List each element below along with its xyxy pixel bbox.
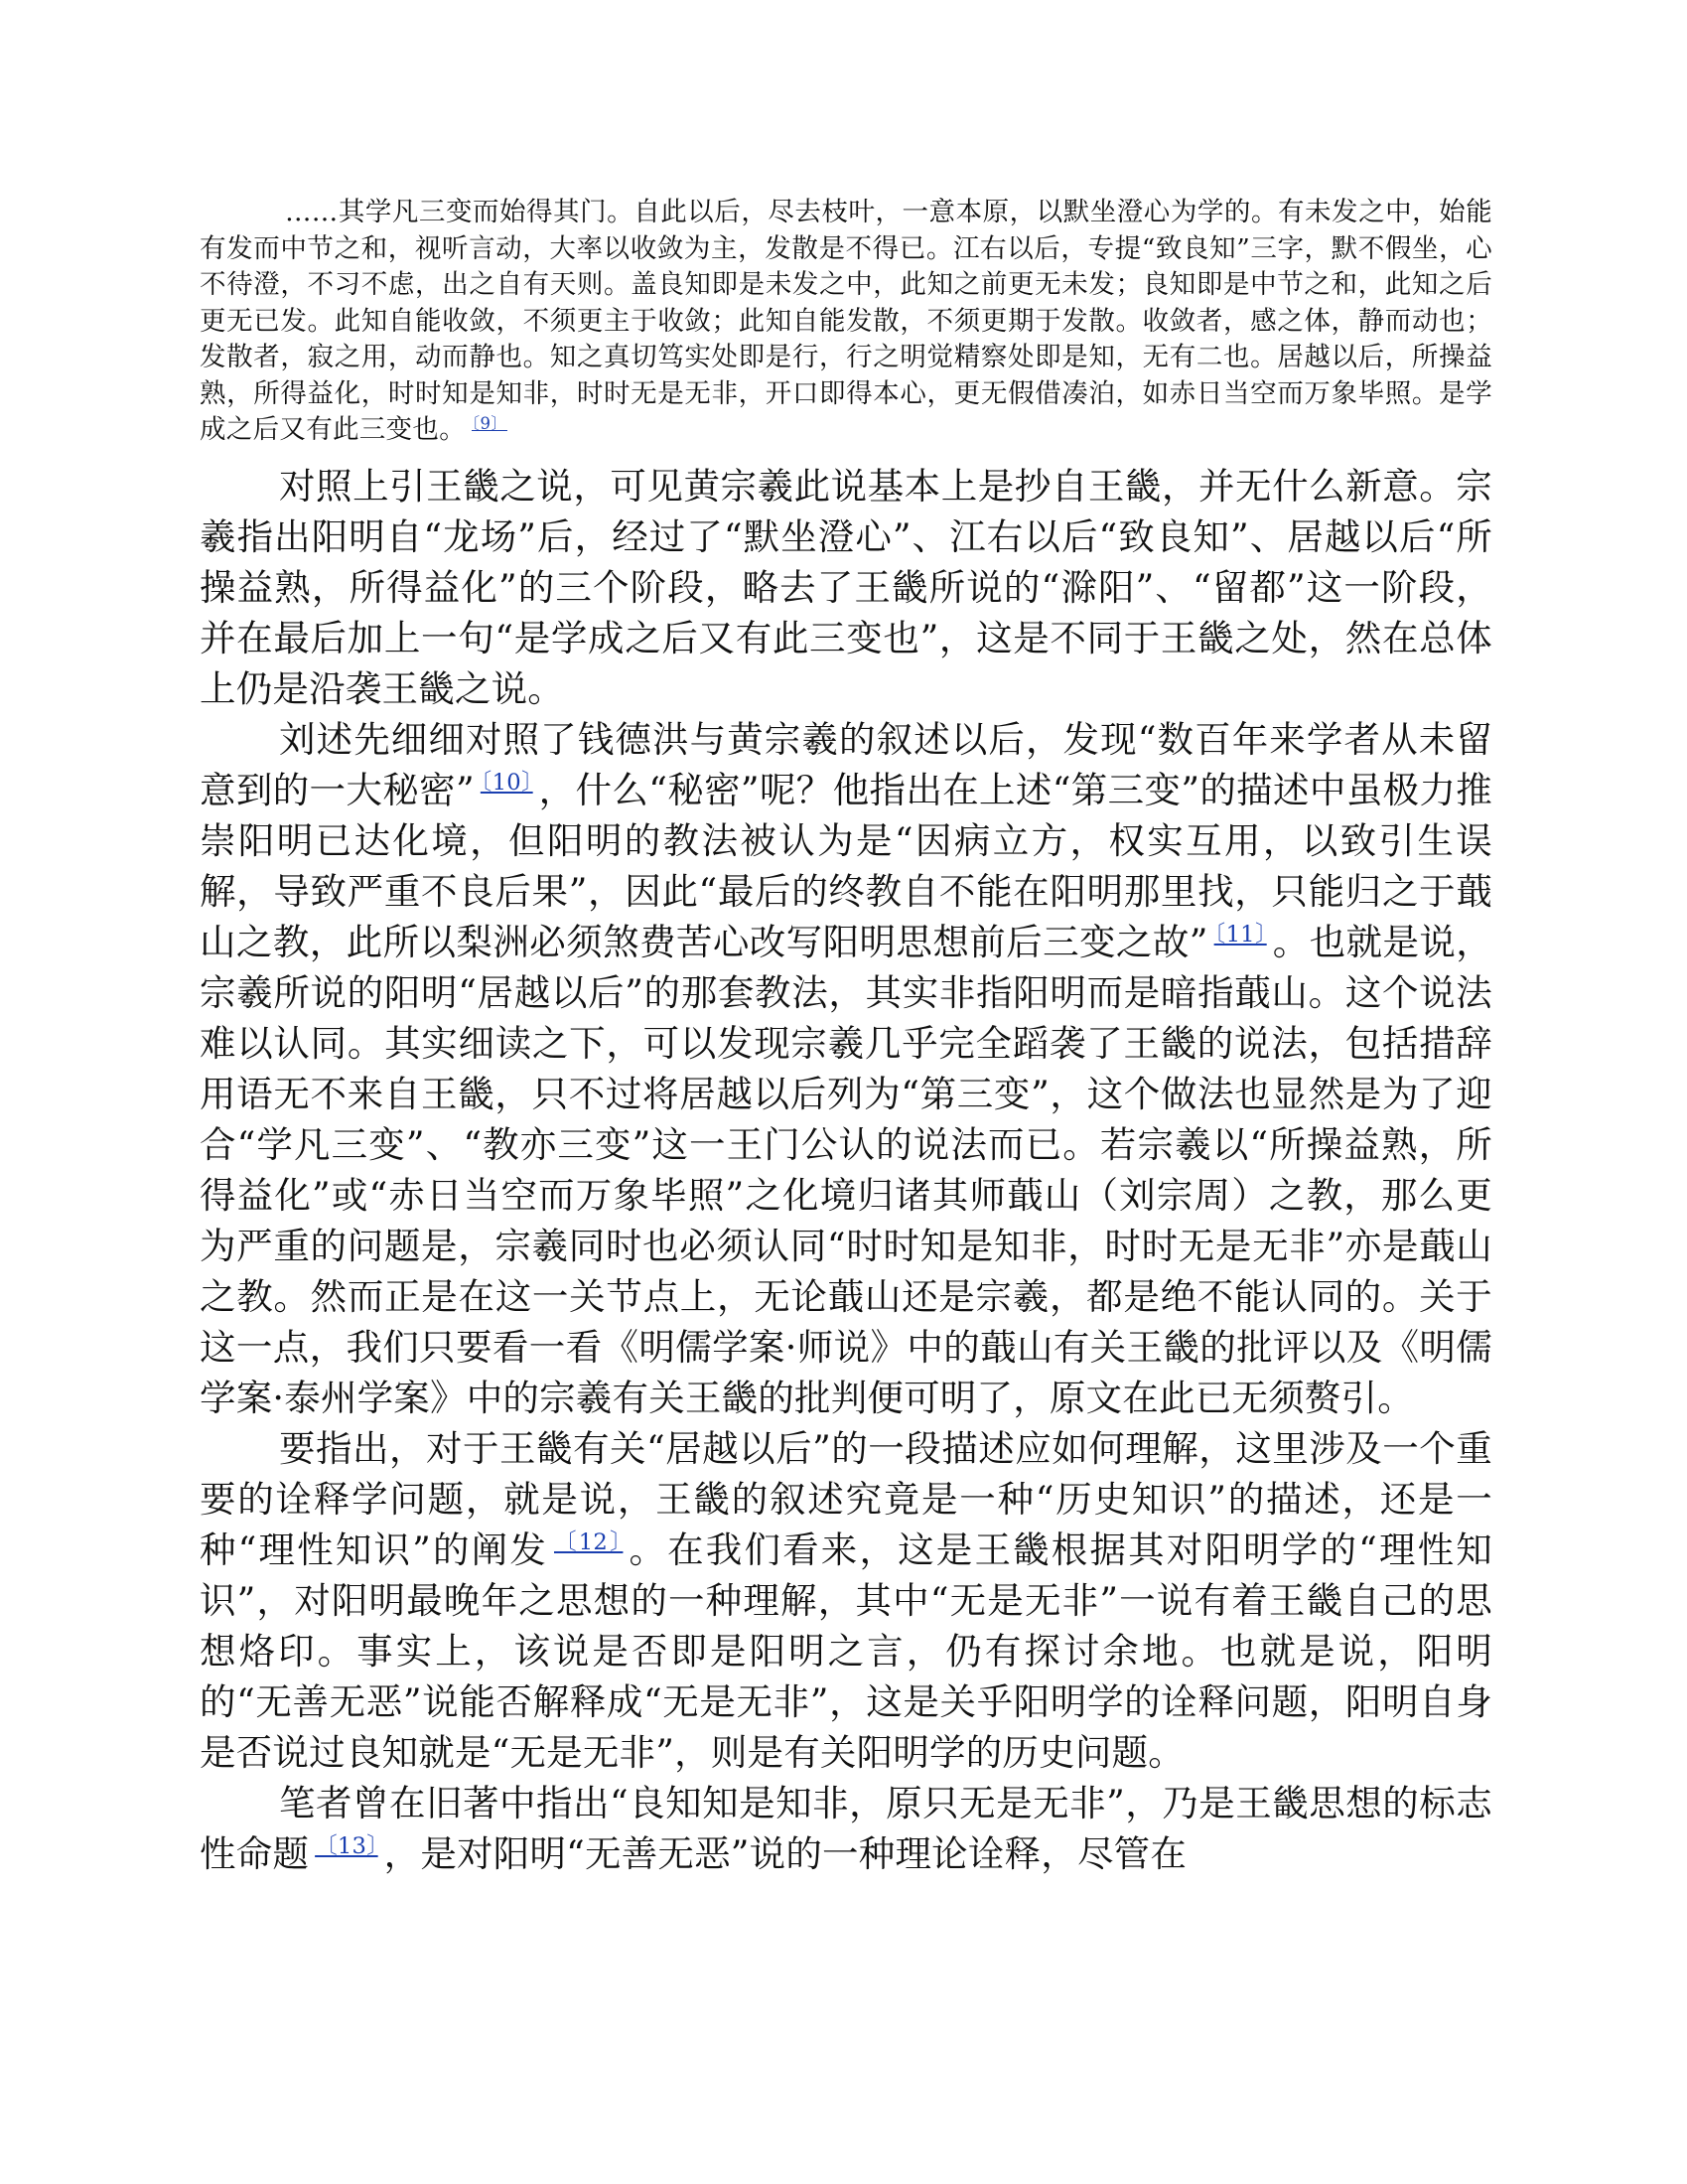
paragraph-text: 。也就是说，宗羲所说的阳明“居越以后”的那套教法，其实非指阳明而是暗指蕺山。这个说法难以认同。其实细读之下，可以发现宗羲几乎完全蹈袭了王畿的说法，包括措辞用语无不来自王畿，只不过将居越以后列为“第三变”，这个做法也显然是为了迎合“学凡三变”、“教亦三变”这一王门公认的说法而已。若宗羲以“所操益熟，所得益化”或“赤日当空而万象毕照”之化境归诸其师蕺山（刘宗周）之教，那么更为严重的问题是，宗羲同时也必须认同“时时知是知非，时时无是无非”亦是蕺山之教。然而正是在这一关节点上，无论蕺山还是宗羲，都是绝不能认同的。关于这一点，我们只要看一看《明儒学案·师说》中的蕺山有关王畿的批评以及《明儒学案·泰州学案》中的宗羲有关王畿的批判便可明了，原文在此已无须赘引。 (200, 920, 1492, 1419)
body-paragraph (200, 1778, 1492, 1879)
paragraph-text: ，是对阳明“无善无恶”说的一种理论诠释，尽管在 (383, 1831, 1188, 1875)
block-quote (200, 195, 1492, 449)
paragraph-text: 对照上引王畿之说，可见黄宗羲此说基本上是抄自王畿，并无什么新意。宗羲指出阳明自“龙场”后，经过了“默坐澄心”、江右以后“致良知”、居越以后“所操益熟，所得益化”的三个阶段，略去了王畿所说的“滁阳”、“留都”这一阶段，并在最后加上一句“是学成之后又有此三变也”，这是不同于王畿之处，然在总体上仍是沿袭王畿之说。 (200, 464, 1492, 710)
body-paragraph (200, 461, 1492, 714)
paragraph-text: 要指出，对于王畿有关“居越以后”的一段描述应如何理解，这里涉及一个重要的诠释学问题，就是说，王畿的叙述究竟是一种“历史知识”的描述，还是一种“理性知识”的阐发 (200, 1426, 1492, 1571)
paragraph-text: 笔者曾在旧著中指出“良知知是知非，原只无是无非”，乃是王畿思想的标志性命题 (200, 1781, 1492, 1875)
footnote-link[interactable]: 〔13〕 (315, 1833, 378, 1860)
footnote-link[interactable]: 〔12〕 (554, 1529, 624, 1556)
paragraph-text: 刘述先细细对照了钱德洪与黄宗羲的叙述以后，发现“数百年来学者从未留意到的一大秘密” (200, 717, 1492, 811)
paragraph-text: 。在我们看来，这是王畿根据其对阳明学的“理性知识”，对阳明最晚年之思想的一种理解，其中“无是无非”一说有着王畿自己的思想烙印。事实上，该说是否即是阳明之言，仍有探讨余地。也就是说，阳明的“无善无恶”说能否解释成“无是无非”，这是关乎阳明学的诠释问题，阳明自身是否说过良知就是“无是无非”，则是有关阳明学的历史问题。 (200, 1528, 1492, 1774)
footnote-link[interactable]: 〔11〕 (1213, 922, 1267, 948)
footnote-link[interactable]: 〔10〕 (480, 770, 533, 797)
body-paragraph (200, 714, 1492, 1423)
document-page (200, 195, 1492, 1879)
body-paragraph (200, 1423, 1492, 1778)
paragraph-text: ……其学凡三变而始得其门。自此以后，尽去枝叶，一意本原，以默坐澄心为学的。有未发之中，始能有发而中节之和，视听言动，大率以收敛为主，发散是不得已。江右以后，专提“致良知”三字，默不假坐，心不待澄，不习不虑，出之自有天则。盖良知即是未发之中，此知之前更无未发；良知即是中节之和，此知之后更无已发。此知自能收敛，不须更主于收敛；此知自能发散，不须更期于发散。收敛者，感之体，静而动也；发散者，寂之用，动而静也。知之真切笃实处即是行，行之明觉精察处即是知，无有二也。居越以后，所操益熟，所得益化，时时知是知非，时时无是无非，开口即得本心，更无假借凑泊，如赤日当空而万象毕照。是学成之后又有此三变也。 (200, 197, 1492, 445)
paragraph-text: ，什么“秘密”呢？他指出在上述“第三变”的描述中虽极力推崇阳明已达化境，但阳明的教法被认为是“因病立方，权实互用，以致引生误解，导致严重不良后果”，因此“最后的终教自不能在阳明那里找，只能归之于蕺山之教，此所以梨洲必须煞费苦心改写阳明思想前后三变之故” (200, 768, 1492, 963)
footnote-link[interactable]: 〔9〕 (472, 413, 507, 433)
